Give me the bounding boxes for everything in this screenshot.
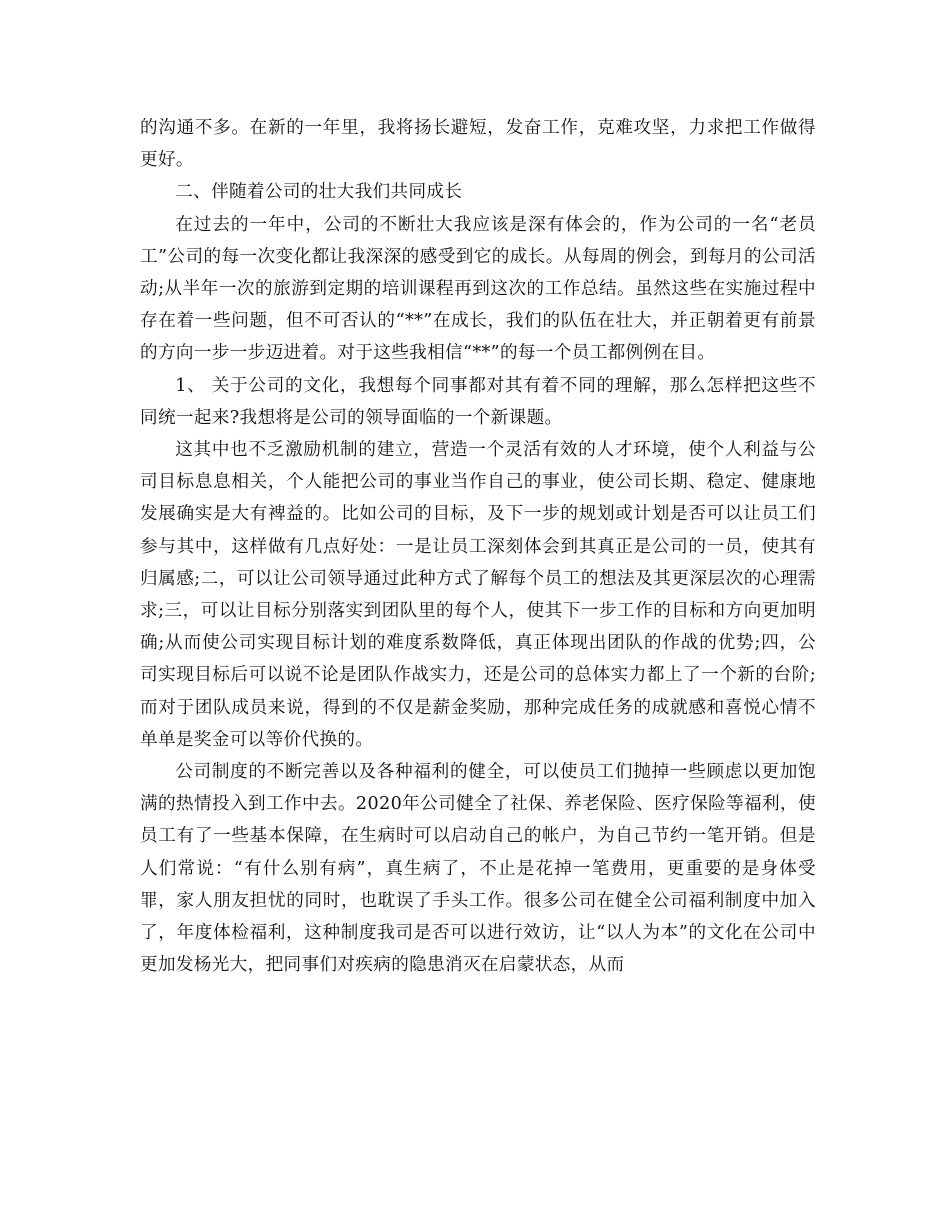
paragraph-incentive: 这其中也不乏激励机制的建立，营造一个灵活有效的人才环境，使个人利益与公司目标息息相关，个人能把公司的事业当作自己的事业，使公司长期、稳定、健康地发展确实是大有裨益的。比如公司的目标，及下一步的规划或计划是否可以让员工们参与其中，这样做有几点好处：一是让员工深刻体会到其真正是公司的一员，使其有归属感;二，可以让公司领导通过此种方式了解每个员工的想法及其更深层次的心理需求;三，可以让目标分别落实到团队里的每个人，使其下一步工作的目标和方向更加明确;从而使公司实现目标计划的难度系数降低，真正体现出团队的作战的优势;四，公司实现目标后可以说不论是团队作战实力，还是公司的总体实力都上了一个新的台阶;而对于团队成员来说，得到的不仅是薪金奖励，那种完成任务的成就感和喜悦心情不单单是奖金可以等价代换的。 <box>140 440 816 750</box>
document-page <box>140 112 816 981</box>
paragraph-culture-item: 1、 关于公司的文化，我想每个同事都对其有着不同的理解，那么怎样把这些不同统一起来?我想将是公司的领导面临的一个新课题。 <box>140 375 816 428</box>
paragraph-welfare: 公司制度的不断完善以及各种福利的健全，可以使员工们抛掉一些顾虑以更加饱满的热情投入到工作中去。2020年公司健全了社保、养老保险、医疗保险等福利，使员工有了一些基本保障，在生病时可以启动自己的帐户，为自己节约一笔开销。但是人们常说：“有什么别有病”，真生病了，不止是花掉一笔费用，更重要的是身体受罪，家人朋友担忧的同时，也耽误了手头工作。很多公司在健全公司福利制度中加入了，年度体检福利，这种制度我司是否可以进行效访，让“以人为本”的文化在公司中更加发杨光大，把同事们对疾病的隐患消灭在启蒙状态，从而 <box>140 762 816 976</box>
paragraph-growth: 在过去的一年中，公司的不断壮大我应该是深有体会的，作为公司的一名“老员工”公司的每一次变化都让我深深的感受到它的成长。从每周的例会，到每月的公司活动;从半年一次的旅游到定期的培训课程再到这次的工作总结。虽然这些在实施过程中存在着一些问题，但不可否认的“**”在成长，我们的队伍在壮大，并正朝着更有前景的方向一步一步迈进着。对于这些我相信“**”的每一个员工都例例在目。 <box>140 214 816 364</box>
section-heading: 二、伴随着公司的壮大我们共同成长 <box>175 182 463 203</box>
paragraph-continuation: 的沟通不多。在新的一年里，我将扬长避短，发奋工作，克难攻坚，力求把工作做得更好。 <box>140 118 816 171</box>
